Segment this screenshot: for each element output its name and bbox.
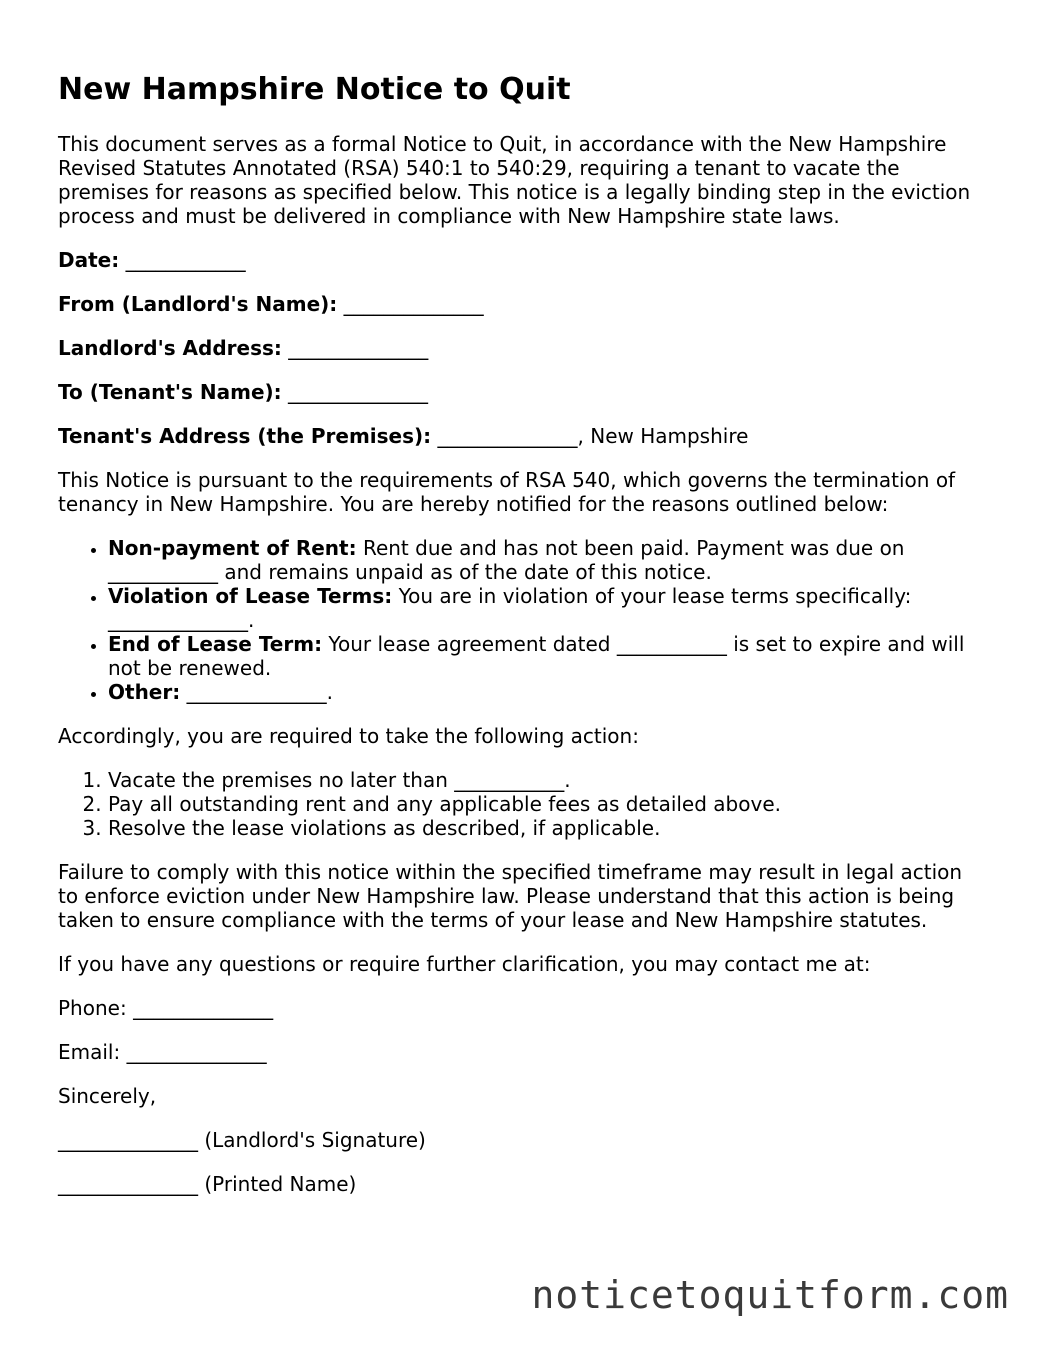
document-page bbox=[58, 70, 978, 1216]
reason-label: Non-payment of Rent: bbox=[108, 536, 357, 560]
list-item: 3. Resolve the lease violations as described, if applicable. bbox=[108, 816, 978, 840]
date-label: Date: bbox=[58, 248, 120, 272]
action-intro: Accordingly, you are required to take the following action: bbox=[58, 724, 639, 748]
email-blank: ______________ bbox=[126, 1040, 267, 1064]
reason-blank: ___________ bbox=[108, 560, 218, 584]
landlord-name-field bbox=[58, 292, 978, 316]
list-item bbox=[108, 768, 978, 792]
tenant-name-blank: ______________ bbox=[288, 380, 429, 404]
email-field bbox=[58, 1040, 978, 1064]
email-label: Email: bbox=[58, 1040, 121, 1064]
signature-line bbox=[58, 1128, 978, 1152]
signature-blank: ______________ bbox=[58, 1128, 198, 1152]
document-title: New Hampshire Notice to Quit bbox=[58, 72, 571, 107]
tenant-name-label: To (Tenant's Name): bbox=[58, 380, 282, 404]
reasons-list bbox=[58, 536, 978, 704]
list-item bbox=[108, 632, 978, 680]
reason-text-after: . bbox=[326, 680, 333, 704]
list-item bbox=[108, 680, 978, 704]
list-item: 2. Pay all outstanding rent and any applicable fees as detailed above. bbox=[108, 792, 978, 816]
actions-list bbox=[58, 768, 978, 840]
closing: Sincerely, bbox=[58, 1084, 157, 1108]
list-item bbox=[108, 584, 978, 632]
tenant-address-state: , New Hampshire bbox=[577, 424, 749, 448]
landlord-name-label: From (Landlord's Name): bbox=[58, 292, 338, 316]
phone-field bbox=[58, 996, 978, 1020]
landlord-address-label: Landlord's Address: bbox=[58, 336, 282, 360]
action-text-after: . bbox=[564, 768, 571, 792]
reason-label: End of Lease Term: bbox=[108, 632, 323, 656]
tenant-address-blank: ______________ bbox=[437, 424, 578, 448]
phone-label: Phone: bbox=[58, 996, 127, 1020]
phone-blank: ______________ bbox=[133, 996, 274, 1020]
tenant-name-field bbox=[58, 380, 978, 404]
printed-name-label: (Printed Name) bbox=[204, 1172, 357, 1196]
reason-blank: ______________ bbox=[108, 608, 248, 632]
reason-blank: ___________ bbox=[616, 632, 727, 656]
tenant-address-field bbox=[58, 424, 978, 448]
reason-text-after: and remains unpaid as of the date of this notice. bbox=[218, 560, 712, 584]
printed-name-blank: ______________ bbox=[58, 1172, 198, 1196]
reason-blank: ______________ bbox=[186, 680, 327, 704]
intro-paragraph: This document serves as a formal Notice to Quit, in accordance with the New Hampshire Revised Statutes Annotated (RSA) 540:1 to 540:29, requiring a tenant to vacate the premises for reasons as specified below. This notice is a legally binding step in the eviction process and must be delivered in compliance with New Hampshire state laws. bbox=[58, 132, 971, 228]
reason-text-after: . bbox=[248, 608, 255, 632]
reason-label: Violation of Lease Terms: bbox=[108, 584, 393, 608]
landlord-name-blank: ______________ bbox=[343, 292, 484, 316]
reason-label: Other: bbox=[108, 680, 181, 704]
pursuant-paragraph: This Notice is pursuant to the requirements of RSA 540, which governs the termination of tenancy in New Hampshire. You are hereby notified for the reasons outlined below: bbox=[58, 468, 956, 516]
failure-paragraph: Failure to comply with this notice within the specified timeframe may result in legal action to enforce eviction under New Hampshire law. Please understand that this action is being taken to ensure compliance with the terms of your lease and New Hampshire statutes. bbox=[58, 860, 963, 932]
reason-text: You are in violation of your lease terms specifically: bbox=[392, 584, 912, 608]
contact-intro: If you have any questions or require further clarification, you may contact me at: bbox=[58, 952, 871, 976]
landlord-address-blank: ______________ bbox=[288, 336, 429, 360]
reason-text-after: is set to expire and will not be renewed. bbox=[108, 632, 965, 680]
tenant-address-label: Tenant's Address (the Premises): bbox=[58, 424, 432, 448]
action-text: Vacate the premises no later than bbox=[108, 768, 455, 792]
site-watermark: noticetoquitform.com bbox=[531, 1273, 1009, 1317]
printed-name-line bbox=[58, 1172, 978, 1196]
reason-text: Rent due and has not been paid. Payment was due on bbox=[356, 536, 905, 560]
landlord-address-field bbox=[58, 336, 978, 360]
date-blank: ____________ bbox=[125, 248, 246, 272]
signature-label: (Landlord's Signature) bbox=[204, 1128, 426, 1152]
action-blank: ___________ bbox=[454, 768, 565, 792]
date-field bbox=[58, 248, 978, 272]
reason-text: Your lease agreement dated bbox=[322, 632, 617, 656]
list-item bbox=[108, 536, 978, 584]
